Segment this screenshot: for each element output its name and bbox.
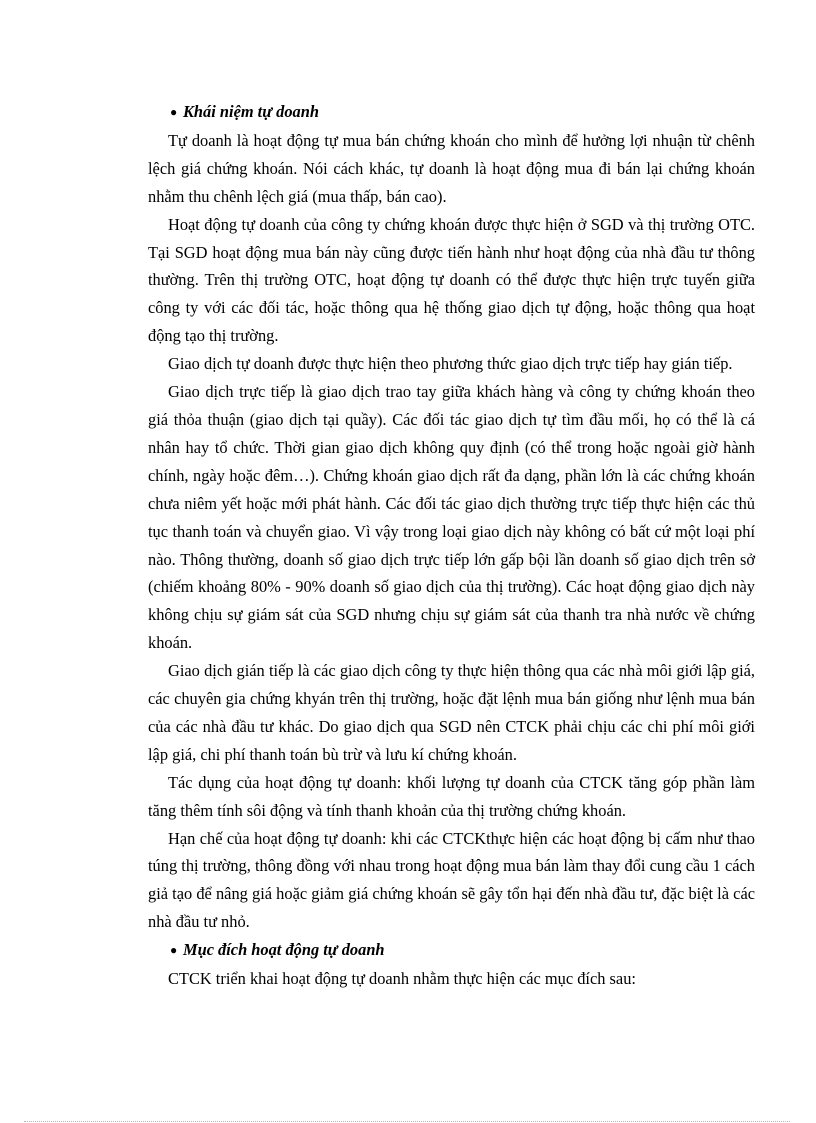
section-heading-muc-dich bbox=[148, 936, 755, 965]
paragraph-sgd-otc: Hoạt động tự doanh của công ty chứng khoán được thực hiện ở SGD và thị trường OTC. Tại SGD hoạt động mua bán này cũng được tiến hành như hoạt động của nhà đầu tư thông thường. Trên thị trường OTC, hoạt động tự doanh có thể được thực hiện trực tuyến giữa công ty với các đối tác, hoặc thông qua hệ thống giao dịch tự động, hoặc thông qua hoạt động tạo thị trường. bbox=[148, 214, 755, 346]
bullet-icon: ● bbox=[170, 105, 178, 119]
bullet-icon: ● bbox=[170, 943, 178, 958]
section-heading-khai-niem bbox=[148, 98, 755, 127]
section-heading-text: Mục đích hoạt động tự doanh bbox=[183, 940, 385, 960]
page-bottom-divider bbox=[24, 1121, 790, 1122]
paragraph-indirect-trading: Giao dịch gián tiếp là các giao dịch công ty thực hiện thông qua các nhà môi giới lập giá, các chuyên gia chứng khyán trên thị trường, hoặc đặt lệnh mua bán giống như lệnh mua bán của các nhà đầu tư khác. Do giao dịch qua SGD nên CTCK phải chịu các chi phí môi giới lập giá, chi phí thanh toán bù trừ và lưu kí chứng khoán. bbox=[148, 661, 755, 764]
paragraph-direct-trading: Giao dịch trực tiếp là giao dịch trao tay giữa khách hàng và công ty chứng khoán theo giá thỏa thuận (giao dịch tại quầy). Các đối tác giao dịch tự tìm đầu mối, họ có thể là cá nhân hay tổ chức. Thời gian giao dịch không quy định (có thể trong hoặc ngoài giờ hành chính, ngày hoặc đêm…). Chứng khoán giao dịch rất đa dạng, phần lớn là các chứng khoán chưa niêm yết hoặc mới phát hành. Các đối tác giao dịch thường trực tiếp thực hiện các thủ tục thanh toán và chuyển giao. Vì vậy trong loại giao dịch này không có bất cứ một loại phí nào. Thông thường, doanh số giao dịch trực tiếp lớn gấp bội lần doanh số giao dịch trên sở (chiếm khoảng 80% - 90% doanh số giao dịch của thị trường). Các hoạt động giao dịch này không chịu sự giám sát của SGD nhưng chịu sự giám sát của thanh tra nhà nước về chứng khoán. bbox=[148, 382, 755, 653]
document-body bbox=[148, 98, 755, 993]
section-heading-text: Khái niệm tự doanh bbox=[183, 102, 319, 121]
paragraph-purposes-intro: CTCK triển khai hoạt động tự doanh nhằm thực hiện các mục đích sau: bbox=[168, 969, 636, 989]
paragraph-limitations: Hạn chế của hoạt động tự doanh: khi các CTCKthực hiện các hoạt động bị cấm như thao túng thị trường, thông đồng với nhau trong hoạt động mua bán làm thay đổi cung cầu 1 cách giả tạo để nâng giá hoặc giảm giá chứng khoán sẽ gây tổn hại đến nhà đầu tư, đặc biệt là các nhà đầu tư nhỏ. bbox=[148, 828, 755, 932]
paragraph-definition: Tự doanh là hoạt động tự mua bán chứng khoán cho mình để hưởng lợi nhuận từ chênh lệch giá chứng khoán. Nói cách khác, tự doanh là hoạt động mua đi bán lại chứng khoán nhằm thu chênh lệch giá (mua thấp, bán cao). bbox=[148, 130, 755, 206]
paragraph-effects: Tác dụng của hoạt động tự doanh: khối lượng tự doanh của CTCK tăng góp phần làm tăng thêm tính sôi động và tính thanh khoản của thị trường chứng khoán. bbox=[148, 772, 755, 820]
paragraph-methods: Giao dịch tự doanh được thực hiện theo phương thức giao dịch trực tiếp hay gián tiếp. bbox=[168, 354, 733, 374]
